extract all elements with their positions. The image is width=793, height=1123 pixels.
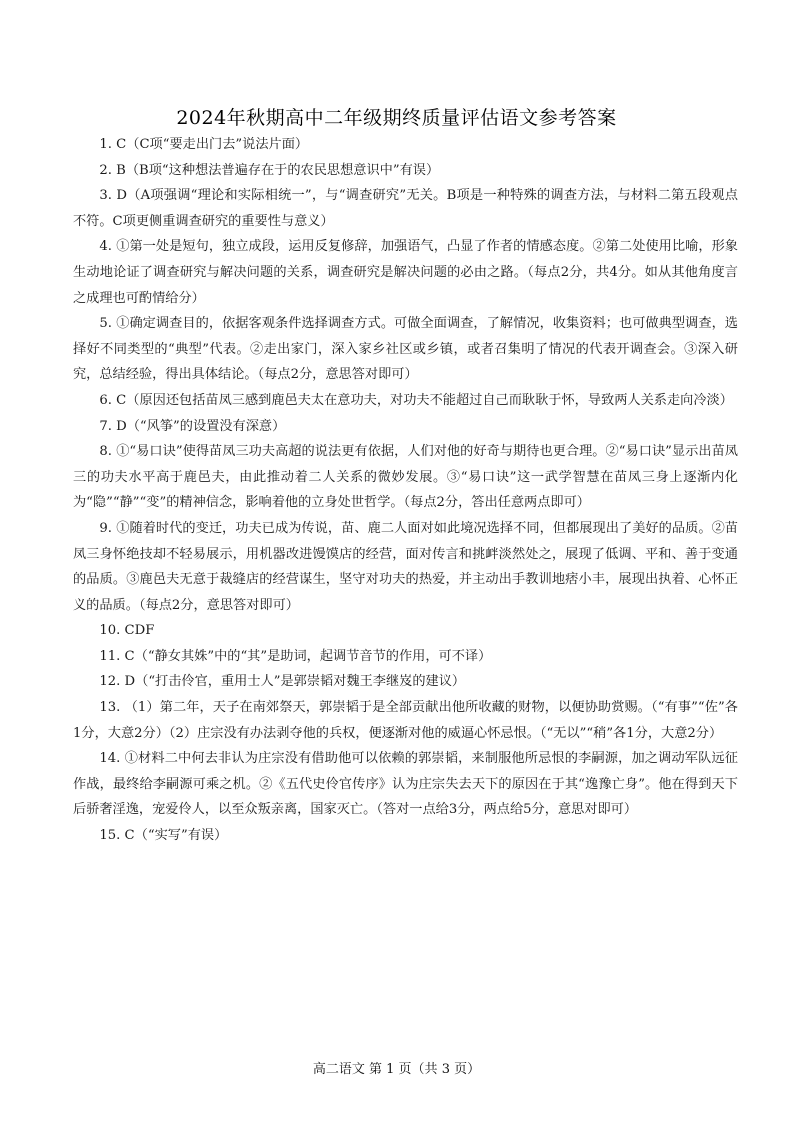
answer-item: 8. ①“易口诀”使得苗凤三功夫高超的说法更有依据，人们对他的好奇与期待也更合理。②“易口诀”显示出苗凤三的功夫水平高于鹿邑夫，由此推动着二人关系的微妙发展。③“易口诀”这一武学智慧在苗凤三身上逐渐内化为“隐”“静”“变”的精神信念，影响着他的立身处世哲学。（每点2分，答出任意两点即可） — [73, 444, 738, 511]
answer-item: 12. D（“打击伶官，重用士人”是郭崇韬对魏王李继岌的建议） — [99, 674, 466, 690]
answer-item: 11. C（“静女其姝”中的“其”是助词，起调节音节的作用，可不译） — [99, 648, 492, 664]
answer-item: 7. D（“风筝”的设置没有深意） — [99, 418, 286, 434]
page-title: 2024年秋期高中二年级期终质量评估语文参考答案 — [176, 107, 617, 129]
page-footer: 高二语文 第 1 页（共 3 页） — [312, 1062, 481, 1077]
answer-item: 4. ①第一处是短句，独立成段，运用反复修辞，加强语气，凸显了作者的情感态度。②第二处使用比喻，形象生动地论证了调查研究与解决问题的关系，调查研究是解决问题的必由之路。（每点2分，共4分。如从其他角度言之成理也可酌情给分） — [73, 239, 738, 306]
answer-item: 9. ①随着时代的变迁，功夫已成为传说，苗、鹿二人面对如此境况选择不同，但都展现出了美好的品质。②苗凤三身怀绝技却不轻易展示，用机器改进馒馍店的经营，面对传言和挑衅淡然处之，展现了低调、平和、善于变通的品质。③鹿邑夫无意于裁缝店的经营谋生，坚守对功夫的热爱，并主动出手教训地痞小丰，展现出执着、心怀正义的品质。（每点2分，意思答对即可） — [73, 520, 738, 613]
answer-item: 13. （1）第二年，天子在南郊祭天，郭崇韬于是全部贡献出他所收藏的财物，以便协助赏赐。（“有事”“佐”各1分，大意2分）（2）庄宗没有办法剥夺他的兵权，便逐渐对他的威逼心怀忌恨。（“无以”“稍”各1分，大意2分） — [73, 700, 738, 741]
answer-item: 14. ①材料二中何去非认为庄宗没有借助他可以依赖的郭崇韬，来制服他所忌恨的李嗣源，加之调动军队远征作战，最终给李嗣源可乘之机。②《五代史伶官传序》认为庄宗失去天下的原因在于其“逸豫亡身”。他在得到天下后骄奢淫逸，宠爱伶人，以至众叛亲离，国家灭亡。（答对一点给3分，两点给5分，意思对即可） — [73, 751, 738, 818]
answer-item: 5. ①确定调查目的，依据客观条件选择调查方式。可做全面调查，了解情况，收集资料；也可做典型调查，选择好不同类型的“典型”代表。②走出家门，深入家乡社区或乡镇，或者召集明了情况的代表开调查会。③深入研究，总结经验，得出具体结论。（每点2分，意思答对即可） — [73, 316, 738, 383]
answer-item: 2. B（B项“这种想法普遍存在于的农民思想意识中”有误） — [99, 162, 440, 178]
answer-item: 6. C（原因还包括苗凤三感到鹿邑夫太在意功夫，对功夫不能超过自己而耿耿于怀，导致两人关系走向冷淡） — [99, 392, 733, 408]
answer-item: 3. D（A项强调“理论和实际相统一”，与“调查研究”无关。B项是一种特殊的调查方法，与材料二第五段观点不符。C项更侧重调查研究的重要性与意义） — [73, 188, 738, 229]
answer-item: 15. C（“实写”有误） — [99, 828, 228, 844]
answer-list — [73, 132, 738, 849]
answer-item: 10. CDF — [99, 623, 155, 639]
answer-item: 1. C（C项“要走出门去”说法片面） — [99, 137, 309, 152]
